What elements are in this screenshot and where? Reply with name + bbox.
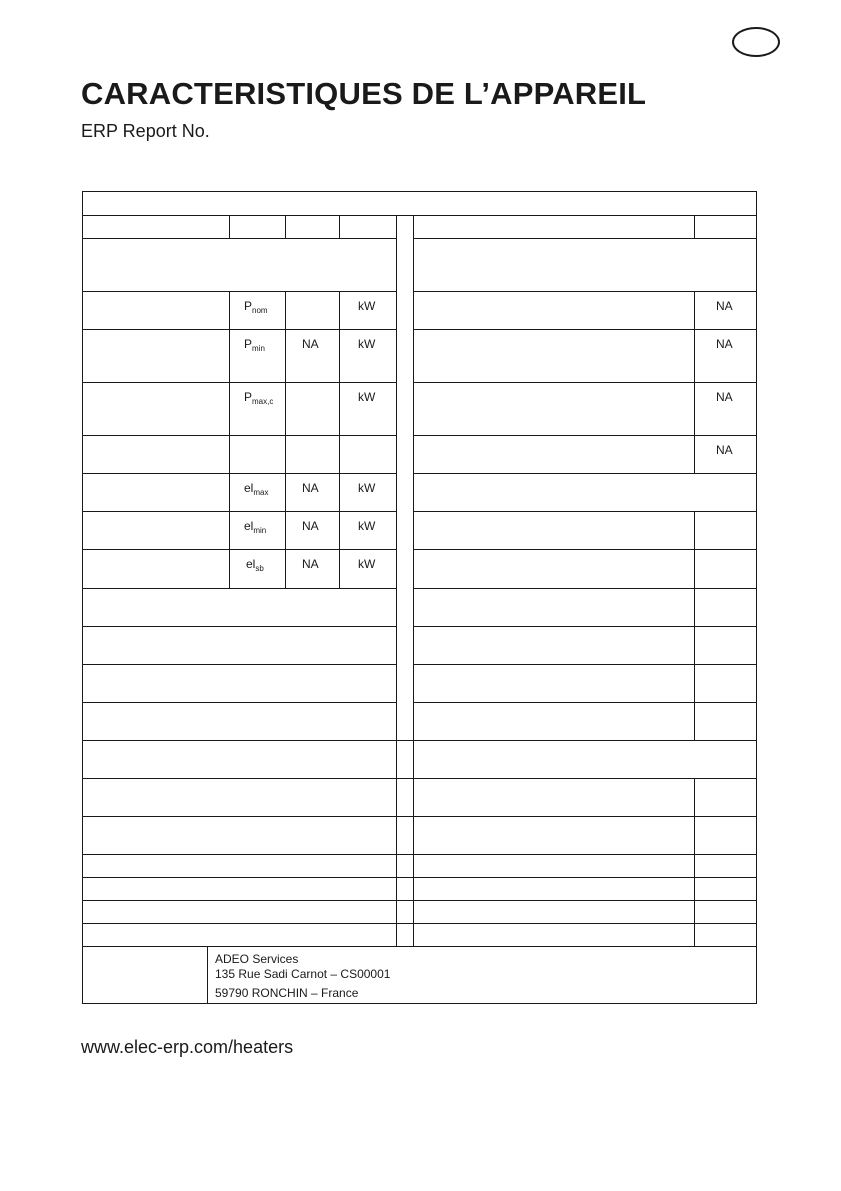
page-title: CARACTERISTIQUES DE L’APPAREIL bbox=[81, 76, 647, 111]
value-el-max: NA bbox=[302, 481, 319, 495]
footer-url[interactable]: www.elec-erp.com/heaters bbox=[81, 1037, 294, 1057]
right-value-2: NA bbox=[716, 337, 733, 351]
unit-p-nom: kW bbox=[358, 299, 376, 313]
value-p-min: NA bbox=[302, 337, 319, 351]
symbol-p-min: $P_{min}$ bbox=[244, 337, 265, 353]
right-value-3: NA bbox=[716, 390, 733, 404]
value-el-min: NA bbox=[302, 519, 319, 533]
symbol-el-min: $el_{min}$ bbox=[244, 519, 267, 535]
symbol-p-nom: $P_{nom}$ bbox=[244, 299, 268, 315]
right-value-1: NA bbox=[716, 299, 733, 313]
symbol-p-max-c: $P_{max,c}$ bbox=[244, 390, 274, 406]
value-el-sb: NA bbox=[302, 557, 319, 571]
unit-el-max: kW bbox=[358, 481, 376, 495]
unit-el-sb: kW bbox=[358, 557, 376, 571]
report-number-label: ERP Report No. bbox=[81, 121, 210, 141]
symbol-el-max: $el_{max}$ bbox=[244, 481, 269, 497]
symbol-el-sb: $el_{sb}$ bbox=[246, 557, 264, 573]
contact-street: 135 Rue Sadi Carnot – CS00001 bbox=[215, 967, 391, 981]
unit-p-min: kW bbox=[358, 337, 376, 351]
right-value-4: NA bbox=[716, 443, 733, 457]
contact-company: ADEO Services bbox=[215, 952, 299, 966]
unit-el-min: kW bbox=[358, 519, 376, 533]
contact-city: 59790 RONCHIN – France bbox=[215, 986, 359, 1000]
unit-p-max-c: kW bbox=[358, 390, 376, 404]
